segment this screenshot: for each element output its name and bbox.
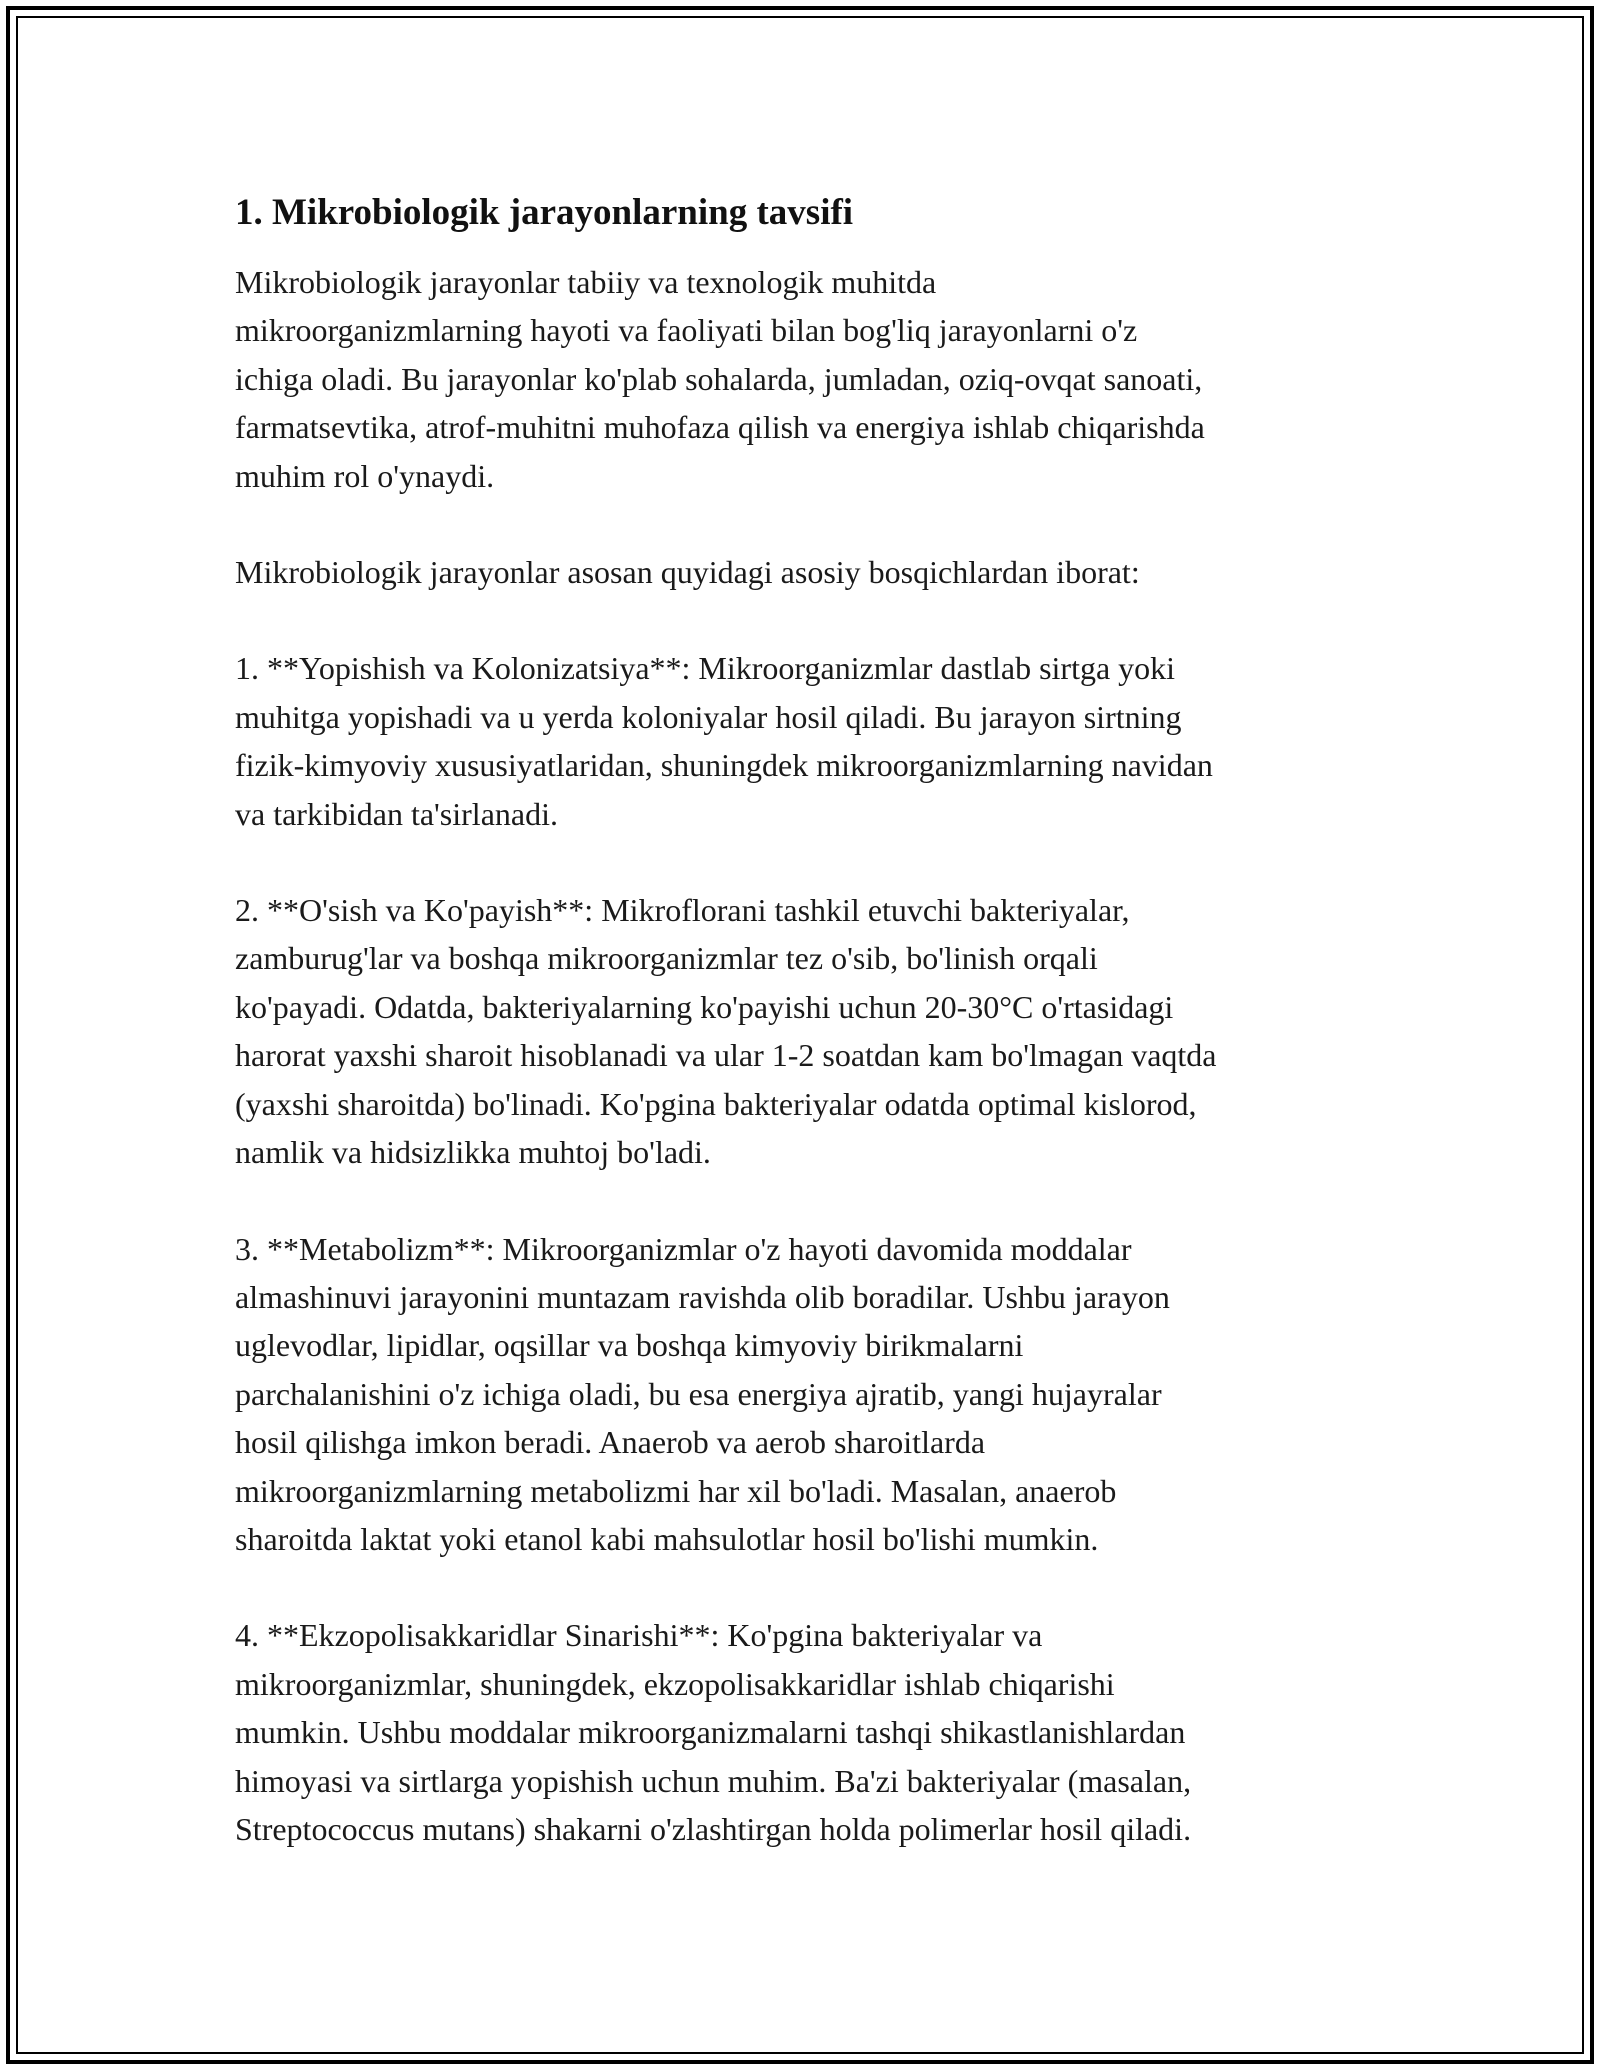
paragraph-stage-1: 1. **Yopishish va Kolonizatsiya**: Mikroorganizmlar dastlab sirtga yoki muhitga yopishadi va u yerda koloniyalar hosil qiladi. Bu jarayon sirtning fizik-kimyoviy xususiyatlaridan, shuningdek mikroorganizmlarning navidan va tarkibidan ta'sirlanadi. — [235, 650, 1213, 832]
paragraph-stage-4: 4. **Ekzopolisakkaridlar Sinarishi**: Ko'pgina bakteriyalar va mikroorganizmlar, shuningdek, ekzopolisakkaridlar ishlab chiqarishi mumkin. Ushbu moddalar mikroorganizmalarni tashqi shikastlanishlardan himoyasi va sirtlarga yopishish uchun muhim. Ba'zi bakteriyalar (masalan, Streptococcus mutans) shakarni o'zlashtirgan holda polimerlar hosil qiladi. — [235, 1617, 1192, 1847]
paragraph-stage-2: 2. **O'sish va Ko'payish**: Mikroflorani tashkil etuvchi bakteriyalar, zamburug'lar va boshqa mikroorganizmlar tez o'sib, bo'linish orqali ko'payadi. Odatda, bakteriyalarning ko'payishi uchun 20-30°C o'rtasidagi harorat yaxshi sharoit hisoblanadi va ular 1-2 soatdan kam bo'lmagan vaqtda (yaxshi sharoitda) bo'linadi. Ko'pgina bakteriyalar odatda optimal kislorod, namlik va hidsizlikka muhtoj bo'ladi. — [235, 892, 1217, 1171]
document-body — [235, 188, 1370, 1901]
paragraph-intro: Mikrobiologik jarayonlar tabiiy va texnologik muhitda mikroorganizmlarning hayoti va faoliyati bilan bog'liq jarayonlarni o'z ichiga oladi. Bu jarayonlar ko'plab sohalarda, jumladan, oziq-ovqat sanoati, farmatsevtika, atrof-muhitni muhofaza qilish va energiya ishlab chiqarishda muhim rol o'ynaydi. — [235, 264, 1205, 494]
section-heading: 1. Mikrobiologik jarayonlarning tavsifi — [235, 192, 854, 233]
paragraph-stages-intro: Mikrobiologik jarayonlar asosan quyidagi asosiy bosqichlardan iborat: — [235, 554, 1140, 591]
paragraph-stage-3: 3. **Metabolizm**: Mikroorganizmlar o'z hayoti davomida moddalar almashinuvi jarayonini muntazam ravishda olib boradilar. Ushbu jarayon uglevodlar, lipidlar, oqsillar va boshqa kimyoviy birikmalarni parchalanishini o'z ichiga oladi, bu esa energiya ajratib, yangi hujayralar hosil qilishga imkon beradi. Anaerob va aerob sharoitlarda mikroorganizmlarning metabolizmi har xil bo'ladi. Masalan, anaerob sharoitda laktat yoki etanol kabi mahsulotlar hosil bo'lishi mumkin. — [235, 1230, 1170, 1557]
